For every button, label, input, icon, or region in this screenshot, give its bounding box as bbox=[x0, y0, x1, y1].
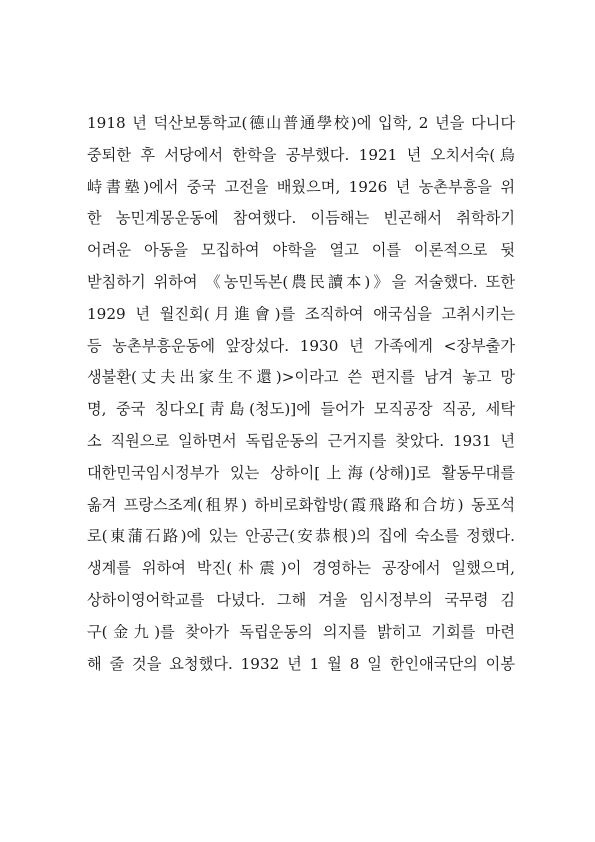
text-line: 한 농민계몽운동에 참여했다. 이듬해는 빈곤해서 취학하기 bbox=[87, 209, 515, 228]
text-line: 구(金九)를 찾아가 독립운동의 의지를 밝히고 기회를 마련 bbox=[87, 622, 515, 641]
text-line: 생계를 위하여 박진(朴震)이 경영하는 공장에서 일했으며, bbox=[87, 559, 515, 578]
text-line: 어려운 아동을 모집하여 야학을 열고 이를 이론적으로 뒷 bbox=[87, 241, 515, 260]
text-line: 등 농촌부흥운동에 앞장섰다. 1930 년 가족에게 <장부출가 bbox=[87, 336, 515, 355]
text-line: 峙書塾)에서 중국 고전을 배웠으며, 1926 년 농촌부흥을 위 bbox=[87, 177, 515, 196]
text-line: 로(東蒲石路)에 있는 안공근(安恭根)의 집에 숙소를 정했다. bbox=[87, 527, 515, 546]
text-line: 상하이영어학교를 다녔다. 그해 겨울 임시정부의 국무령 김 bbox=[87, 590, 515, 609]
text-line: 생불환(丈夫出家生不還)>이라고 쓴 편지를 남겨 놓고 망 bbox=[87, 368, 515, 387]
text-line: 1918 년 덕산보통학교(德山普通學校)에 입학, 2 년을 다니다 bbox=[87, 114, 515, 132]
text-line: 해 줄 것을 요청했다. 1932 년 1 월 8 일 한인애국단의 이봉 bbox=[87, 654, 515, 673]
text-line: 명, 중국 칭다오[靑島(청도)]에 들어가 모직공장 직공, 세탁 bbox=[87, 400, 515, 419]
body-text bbox=[87, 108, 515, 680]
text-line: 대한민국임시정부가 있는 상하이[上海(상해)]로 활동무대를 bbox=[87, 463, 515, 482]
text-line: 받침하기 위하여 《농민독본(農民讀本)》을 저술했다. 또한 bbox=[87, 272, 515, 291]
text-line: 옮겨 프랑스조계(租界) 하비로화합방(霞飛路和合坊) 동포석 bbox=[87, 495, 515, 514]
text-line: 1929 년 월진회(月進會)를 조직하여 애국심을 고취시키는 bbox=[87, 304, 515, 323]
text-line: 소 직원으로 일하면서 독립운동의 근거지를 찾았다. 1931 년 bbox=[87, 431, 515, 450]
text-line: 중퇴한 후 서당에서 한학을 공부했다. 1921 년 오치서숙(烏 bbox=[87, 145, 515, 164]
